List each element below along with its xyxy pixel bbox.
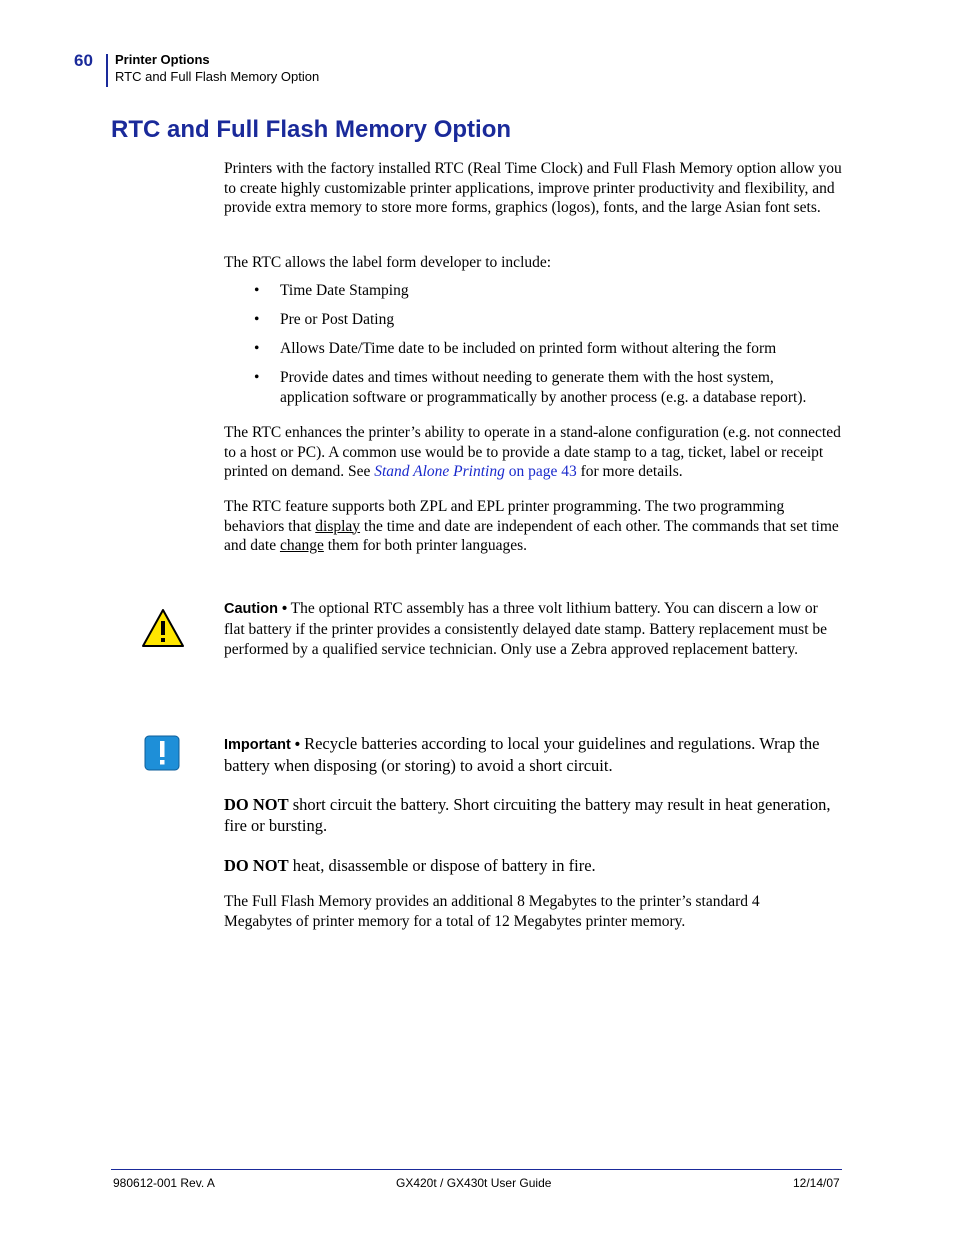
display-word: display	[315, 517, 361, 535]
important-text: Recycle batteries according to local your guidelines and regulations. Wrap the battery when disposing (or storing) to avoid a short circuit.	[224, 734, 820, 775]
important-note	[224, 734, 842, 776]
list-item-text: Pre or Post Dating	[280, 311, 395, 329]
standalone-text-before: The RTC enhances the printer’s ability to operate in a stand-alone configuration (e.g. not connected to a host or PC). A common use would be to provide a date stamp to a tag, ticket, label or receipt printed on demand. See	[224, 424, 841, 481]
bullet-icon: •	[254, 340, 260, 358]
zpl-epl-paragraph	[224, 497, 842, 556]
footer-guide-title: GX420t / GX430t User Guide	[396, 1176, 552, 1190]
footer-date: 12/14/07	[793, 1176, 840, 1190]
important-label: Important •	[224, 737, 300, 753]
flash-text: The Full Flash Memory provides an additional 8 Megabytes to the printer’s standard 4 Megabytes of printer memory for a total of 12 Megabytes printer memory.	[224, 893, 760, 930]
warning-triangle-icon	[141, 608, 185, 648]
list-item	[254, 310, 844, 330]
bullet-icon: •	[254, 369, 260, 387]
feature-list	[254, 281, 844, 417]
footer-divider	[111, 1169, 842, 1170]
rtc-lead-text: The RTC allows the label form developer to include:	[224, 254, 552, 271]
list-item-text: Allows Date/Time date to be included on printed form without altering the form	[280, 340, 777, 358]
do-not-label: DO NOT	[224, 856, 289, 875]
header-section: Printer Options	[115, 52, 210, 67]
list-item-text: Time Date Stamping	[280, 282, 409, 299]
do-not-heat-paragraph	[224, 856, 842, 877]
page-title: RTC and Full Flash Memory Option	[111, 116, 512, 143]
change-word: change	[279, 537, 324, 555]
bullet-icon: •	[254, 282, 260, 299]
caution-note	[224, 599, 842, 661]
bullet-icon: •	[254, 311, 260, 329]
list-item	[254, 368, 844, 407]
do-not-label: DO NOT	[224, 795, 289, 814]
link-title: Stand Alone Printing	[374, 463, 505, 481]
do-not-short-paragraph	[224, 795, 842, 836]
zpl-epl-part3: them for both printer languages.	[323, 537, 528, 555]
intro-text: Printers with the factory installed RTC (Real Time Clock) and Full Flash Memory option allow you to create highly customizable printer applications, improve printer productivity and flexibility, and provide extra memory to store more forms, graphics (logos), fonts, and the large Asian font sets.	[224, 160, 842, 217]
standalone-text-after: for more details.	[576, 463, 683, 481]
standalone-paragraph	[224, 423, 842, 482]
exclamation-icon	[144, 735, 180, 771]
do-not-short-text: short circuit the battery. Short circuiting the battery may result in heat generation, fire or bursting.	[224, 795, 831, 835]
page-number: 60	[74, 51, 93, 70]
caution-label: Caution •	[224, 601, 288, 617]
flash-paragraph	[224, 892, 794, 931]
zpl-epl-part2: the time and date are independent of each other. The commands that set time and date	[224, 517, 839, 555]
caution-text: The optional RTC assembly has a three volt lithium battery. You can discern a low or flat battery if the printer provides a consistently delayed date stamp. Battery replacement must be performed by a qualified service technician. Only use a Zebra approved replacement battery.	[224, 600, 828, 658]
intro-paragraph	[224, 159, 842, 218]
list-item	[254, 339, 844, 359]
stand-alone-printing-link[interactable]	[374, 463, 577, 480]
header-subsection: RTC and Full Flash Memory Option	[115, 69, 320, 84]
footer-doc-number: 980612-001 Rev. A	[113, 1176, 215, 1190]
zpl-epl-part1: The RTC feature supports both ZPL and EPL printer programming. The two programming behaviors that	[224, 498, 785, 535]
link-page: on page 43	[504, 463, 577, 481]
header-divider	[106, 54, 108, 87]
list-item-text: Provide dates and times without needing to generate them with the host system, application software or programmatically by another process (e.g. a database report).	[280, 369, 807, 406]
list-item	[254, 281, 844, 301]
rtc-lead-paragraph	[224, 253, 842, 273]
do-not-heat-text: heat, disassemble or dispose of battery in fire.	[288, 856, 596, 875]
